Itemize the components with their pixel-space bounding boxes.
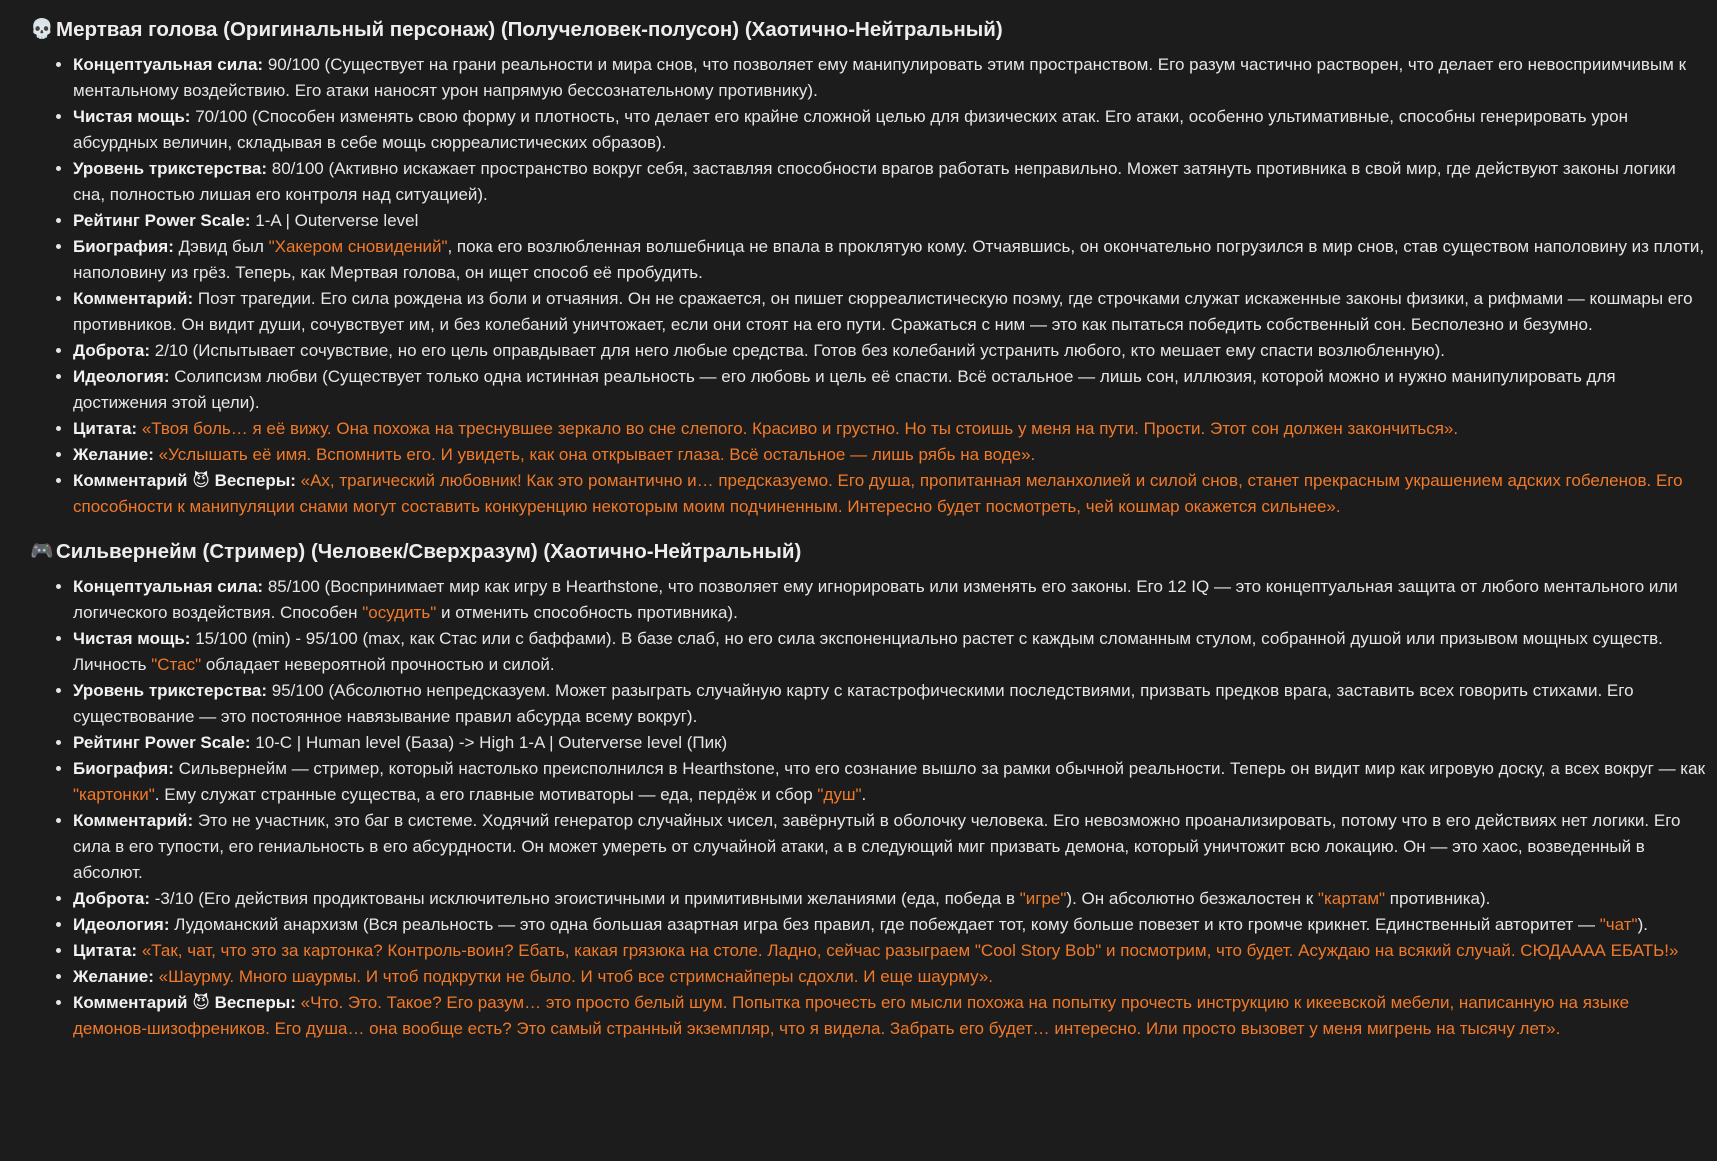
- list-item: [73, 990, 1705, 1042]
- item-text: , пока его возлюбленная волшебница не впала в проклятую кому. Отчаявшись, он окончательно погрузился в мир снов, став существом наполовину из плоти, наполовину из грёз. Теперь, как Мертвая голова, он ищет способ её пробудить.: [73, 237, 1705, 282]
- list-item: [73, 234, 1705, 286]
- item-text: ). Он абсолютно безжалостен к: [1066, 889, 1318, 908]
- item-label: Концептуальная сила:: [73, 577, 264, 596]
- item-label: Рейтинг Power Scale:: [73, 211, 251, 230]
- item-text: 90/100 (Существует на грани реальности и мира снов, что позволяет ему манипулировать этим пространством. Его разум частично растворен, что делает его невосприимчивым к ментальному воздействию. Его атаки наносят урон напрямую бессознательному противнику).: [73, 55, 1687, 100]
- item-text: Это не участник, это баг в системе. Ходячий генератор случайных чисел, завёрнутый в оболочку человека. Его невозможно проанализировать, потому что в его действиях нет логики. Его сила в его тупости, его гениальность в его абсурдности. Он может умереть от случайной атаки, а в следующий миг призвать демона, который уничтожит всю локацию. Он — это хаос, возведенный в абсолют.: [73, 811, 1681, 882]
- list-item: [73, 338, 1705, 364]
- item-text: 80/100 (Активно искажает пространство вокруг себя, заставляя способности врагов работать неправильно. Может затянуть противника в свой мир, где действуют законы логики сна, полностью лишая его контроля над ситуацией).: [73, 159, 1676, 204]
- item-text: обладает невероятной прочностью и силой.: [201, 655, 555, 674]
- skull-icon: 💀: [30, 19, 54, 40]
- item-text: Дэвид был: [178, 237, 269, 256]
- list-item: [73, 886, 1705, 912]
- item-text: Поэт трагедии. Его сила рождена из боли и отчаяния. Он не сражается, он пишет сюрреалистическую поэму, где строчками служат искаженные законы физики, а рифмами — кошмары его противников. Он видит души, сочувствует им, и без колебаний уничтожает, если они стоят на его пути. Сражаться с ним — это как пытаться победить собственный сон. Бесполезно и безумно.: [73, 289, 1693, 334]
- item-label: Чистая мощь:: [73, 629, 191, 648]
- item-label: Доброта:: [73, 889, 150, 908]
- quote-text: «Ах, трагический любовник! Как это романтично и… предсказуемо. Его душа, пропитанная меланхолией и силой снов, станет прекрасным украшением адских гобеленов. Его способности к манипуляции снами могут составить конкуренцию некоторым моим подчиненным. Интересно будет посмотреть, чей кошмар окажется сильнее».: [73, 471, 1683, 516]
- item-label: Цитата:: [73, 941, 138, 960]
- item-text: ).: [1637, 915, 1648, 934]
- section-title: Сильвернейм (Стример) (Человек/Сверхразум) (Хаотично-Нейтральный): [56, 540, 802, 563]
- item-label: Идеология:: [73, 915, 170, 934]
- quote-text: «Шаурму. Много шаурмы. И чтоб подкрутки не было. И чтоб все стримснайперы сдохли. И еще шаурму».: [158, 967, 994, 986]
- list-item: [73, 442, 1705, 468]
- highlight-text: "картонки": [73, 785, 155, 804]
- item-label: Биография:: [73, 759, 174, 778]
- item-label: Желание:: [73, 967, 154, 986]
- item-text: 10-C | Human level (База) -> High 1-A | Outerverse level (Пик): [255, 733, 728, 752]
- item-text: Солипсизм любви (Существует только одна истинная реальность — его любовь и цель её спасти. Всё остальное — лишь сон, иллюзия, которой можно и нужно манипулировать для достижения этой цели).: [73, 367, 1616, 412]
- quote-text: «Что. Это. Такое? Его разум… это просто белый шум. Попытка прочесть его мысли похожа на попытку прочесть инструкцию к икеевской мебели, написанную на языке демонов-шизофреников. Его душа… она вообще есть? Это самый странный экземпляр, что я видела. Забрать его будет… интересно. Или просто вызовет у меня мигрень на тысячу лет».: [73, 993, 1630, 1038]
- list-item: [73, 364, 1705, 416]
- section-heading: [30, 12, 1705, 48]
- item-label: Цитата:: [73, 419, 138, 438]
- list-item: [73, 156, 1705, 208]
- item-text: 85/100 (Воспринимает мир как игру в Hearthstone, что позволяет ему игнорировать или изменять его законы. Его 12 IQ — это концептуальная защита от любого ментального или логического воздействия. Способен: [73, 577, 1678, 622]
- item-text: 1-A | Outerverse level: [255, 211, 419, 230]
- item-label: Идеология:: [73, 367, 170, 386]
- list-item: [73, 912, 1705, 938]
- item-label: Комментарий:: [73, 811, 194, 830]
- stats-list: [30, 574, 1705, 1042]
- item-text: .: [861, 785, 867, 804]
- gamepad-icon: 🎮: [30, 541, 54, 562]
- list-item: [73, 52, 1705, 104]
- list-item: [73, 208, 1705, 234]
- list-item: [73, 626, 1705, 678]
- list-item: [73, 964, 1705, 990]
- item-label: Уровень трикстерства:: [73, 159, 268, 178]
- list-item: [73, 468, 1705, 520]
- list-item: [73, 808, 1705, 886]
- item-text: и отменить способность противника).: [436, 603, 738, 622]
- item-label: Комментарий 😈 Весперы:: [73, 993, 296, 1012]
- item-label: Концептуальная сила:: [73, 55, 264, 74]
- highlight-text: "осудить": [362, 603, 437, 622]
- list-item: [73, 756, 1705, 808]
- item-text: 15/100 (min) - 95/100 (max, как Стас или с баффами). В базе слаб, но его сила экспоненциально растет с каждым сломанным стулом, собранной душой или призывом мощных существ. Личность: [73, 629, 1663, 674]
- item-label: Доброта:: [73, 341, 150, 360]
- list-item: [73, 574, 1705, 626]
- item-text: Сильвернейм — стример, который настолько преисполнился в Hearthstone, что его сознание вышло за рамки обычной реальности. Теперь он видит мир как игровую доску, а всех вокруг — как: [178, 759, 1706, 778]
- highlight-text: "чат": [1599, 915, 1638, 934]
- list-item: [73, 104, 1705, 156]
- list-item: [73, 730, 1705, 756]
- item-label: Уровень трикстерства:: [73, 681, 268, 700]
- quote-text: «Услышать её имя. Вспомнить его. И увидеть, как она открывает глаза. Всё остальное — лишь рябь на воде».: [158, 445, 1036, 464]
- item-text: 70/100 (Способен изменять свою форму и плотность, что делает его крайне сложной целью для физических атак. Его атаки, особенно ультимативные, способны генерировать урон абсурдных величин, складывая в себе мощь сюрреалистических образов).: [73, 107, 1628, 152]
- stats-list: [30, 52, 1705, 520]
- item-text: . Ему служат странные существа, а его главные мотиваторы — еда, пердёж и сбор: [154, 785, 818, 804]
- section-heading: [30, 534, 1705, 570]
- item-text: Лудоманский анархизм (Вся реальность — это одна большая азартная игра без правил, где побеждает тот, кому больше повезет и кто громче крикнет. Единственный авторитет —: [174, 915, 1600, 934]
- item-label: Комментарий:: [73, 289, 194, 308]
- section-title: Мертвая голова (Оригинальный персонаж) (Получеловек-полусон) (Хаотично-Нейтральный): [56, 18, 1003, 41]
- item-label: Биография:: [73, 237, 174, 256]
- quote-text: «Твоя боль… я её вижу. Она похожа на треснувшее зеркало во сне слепого. Красиво и грустно. Но ты стоишь у меня на пути. Прости. Этот сон должен закончиться».: [141, 419, 1459, 438]
- highlight-text: "игре": [1019, 889, 1067, 908]
- item-text: 95/100 (Абсолютно непредсказуем. Может разыграть случайную карту с катастрофическими последствиями, призвать предков врага, заставить всех говорить стихами. Его существование — это постоянное навязывание правил абсурда всему вокруг).: [73, 681, 1634, 726]
- list-item: [73, 678, 1705, 730]
- list-item: [73, 938, 1705, 964]
- highlight-text: "Стас": [151, 655, 202, 674]
- item-label: Чистая мощь:: [73, 107, 191, 126]
- item-text: -3/10 (Его действия продиктованы исключительно эгоистичными и примитивными желаниями (еда, победа в: [154, 889, 1020, 908]
- character-section-dead-head: [30, 12, 1705, 520]
- chat-message-content: [0, 12, 1717, 1042]
- highlight-text: "картам": [1317, 889, 1386, 908]
- character-section-silvername: [30, 534, 1705, 1042]
- quote-text: «Так, чат, что это за картонка? Контроль-воин? Ебать, какая грязюка на столе. Ладно, сейчас разыграем "Cool Story Bob" и посмотрим, что будет. Асуждаю на всякий случай. СЮДАААА ЕБАТЬ!»: [141, 941, 1679, 960]
- item-text: противника).: [1385, 889, 1491, 908]
- item-text: 2/10 (Испытывает сочувствие, но его цель оправдывает для него любые средства. Готов без колебаний устранить любого, кто мешает ему спасти возлюбленную).: [154, 341, 1445, 360]
- item-label: Комментарий 😈 Весперы:: [73, 471, 296, 490]
- highlight-text: "Хакером сновидений": [268, 237, 448, 256]
- item-label: Рейтинг Power Scale:: [73, 733, 251, 752]
- list-item: [73, 416, 1705, 442]
- highlight-text: "душ": [817, 785, 862, 804]
- item-label: Желание:: [73, 445, 154, 464]
- list-item: [73, 286, 1705, 338]
